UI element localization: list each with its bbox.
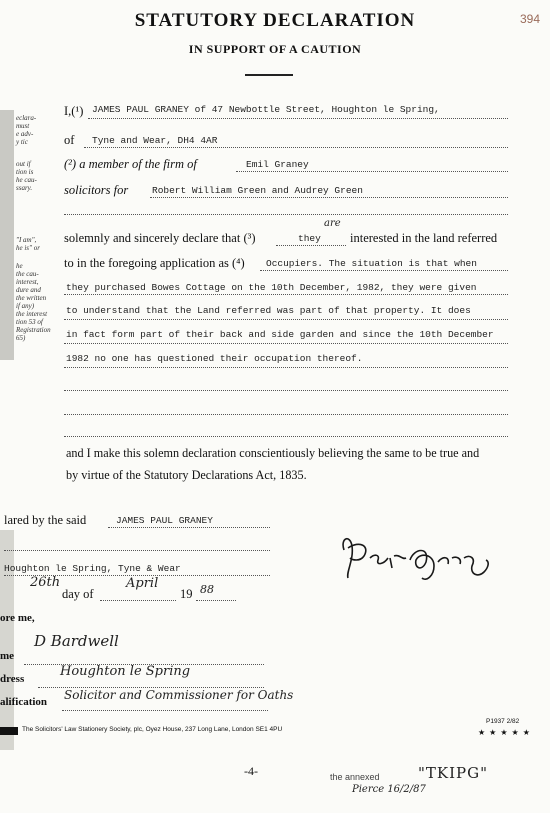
footer-stars: ★ ★ ★ ★ ★ [478,728,531,737]
i-prefix: I,(¹) [64,104,84,118]
name-label: me [0,650,15,662]
publisher-text: The Solicitors' Law Stationery Society, plc, Oyez House, 237 Long Lane, London SE1 4PU [22,726,283,733]
they-value: they [298,233,321,244]
form-code: P1937 2/82 [486,718,520,725]
statement-line: 1982 no one has questioned their occupation thereof. [66,353,363,364]
solicitors-for-label: solicitors for [64,183,129,197]
are-insertion: are [324,218,341,229]
declarant-signature [330,528,500,598]
foregoing-application-text: to in the foregoing application as (⁴) [64,256,245,270]
statement-first-line: Occupiers. The situation is that when [266,258,477,269]
dotted-line [64,390,508,391]
stationery-logo [0,727,18,735]
dotted-line [4,550,270,551]
statement-line: they purchased Bowes Cottage on the 10th December, 1982, they were given [66,282,477,293]
dotted-line [100,600,176,601]
closing-line-2: by virtue of the Statutory Declarations Act, 1835. [66,468,307,482]
dotted-line [84,147,508,148]
statement-line: to understand that the Land referred was part of that property. It does [66,305,471,316]
dotted-line [64,294,508,295]
declarant-name-address: JAMES PAUL GRANEY of 47 Newbottle Street, Houghton le Spring, [92,104,440,115]
annex-text: the annexed [330,772,380,782]
qualification-label: alification [0,696,48,708]
declared-by-label: lared by the said [4,513,87,527]
dotted-line [108,527,270,528]
commissioner-name: D Bardwell [34,632,119,650]
dotted-line [236,171,508,172]
commissioner-qualification: Solicitor and Commissioner for Oaths [64,688,294,702]
dotted-line [150,197,508,198]
declaration-place: Houghton le Spring, Tyne & Wear [4,563,181,574]
year-value: 88 [200,583,214,596]
margin-note-declarant: eclara- must e adv- y tic [16,114,37,146]
corner-mark: 394 [519,12,540,26]
interested-text: interested in the land referred [350,231,498,245]
address-label: dress [0,673,25,685]
document-title: STATUTORY DECLARATION [134,10,416,31]
client-names: Robert William Green and Audrey Green [152,185,363,196]
dotted-line [64,436,508,437]
margin-note-i-am: "I am", he is" or [16,236,40,252]
year-prefix: 19 [180,587,193,601]
annex-signature: Pierce 16/2/87 [352,784,426,795]
annex-code: "TKIPG" [418,764,489,782]
document-subtitle: IN SUPPORT OF A CAUTION [188,42,362,56]
closing-line-1: and I make this solemn declaration conscientiously believing the same to be true and [66,446,480,460]
dotted-line [64,367,508,368]
dotted-line [64,343,508,344]
left-edge-shadow [0,110,14,360]
dotted-line [64,214,508,215]
firm-name: Emil Graney [246,159,309,170]
margin-note-firm: out if tion is he cau- ssary. [16,160,37,192]
day-value: 26th [30,575,61,590]
title-divider [245,74,293,76]
member-of-firm-text: (²) a member of the firm of [64,157,197,171]
of-label: of [64,133,75,147]
dotted-line [64,414,508,415]
before-me-label: ore me, [0,612,35,624]
dotted-line [62,710,268,711]
dotted-line [88,118,508,119]
commissioner-address: Houghton le Spring [60,664,191,679]
day-of-label: day of [62,587,94,601]
declarant-name: JAMES PAUL GRANEY [116,515,213,526]
dotted-line [196,600,236,601]
dotted-line [276,245,346,246]
address-line-2: Tyne and Wear, DH4 4AR [92,135,218,146]
page-number: -4- [244,764,258,778]
dotted-line [260,270,508,271]
month-value: April [126,576,159,591]
statement-line: in fact form part of their back and side garden and since the 10th December [66,329,494,340]
dotted-line [64,319,508,320]
solemnly-declare-text: solemnly and sincerely declare that (³) [64,231,256,245]
margin-note-interest: he the cau- interest, dure and the written if any) the interest tion 53 of Registration 65) [16,262,51,342]
